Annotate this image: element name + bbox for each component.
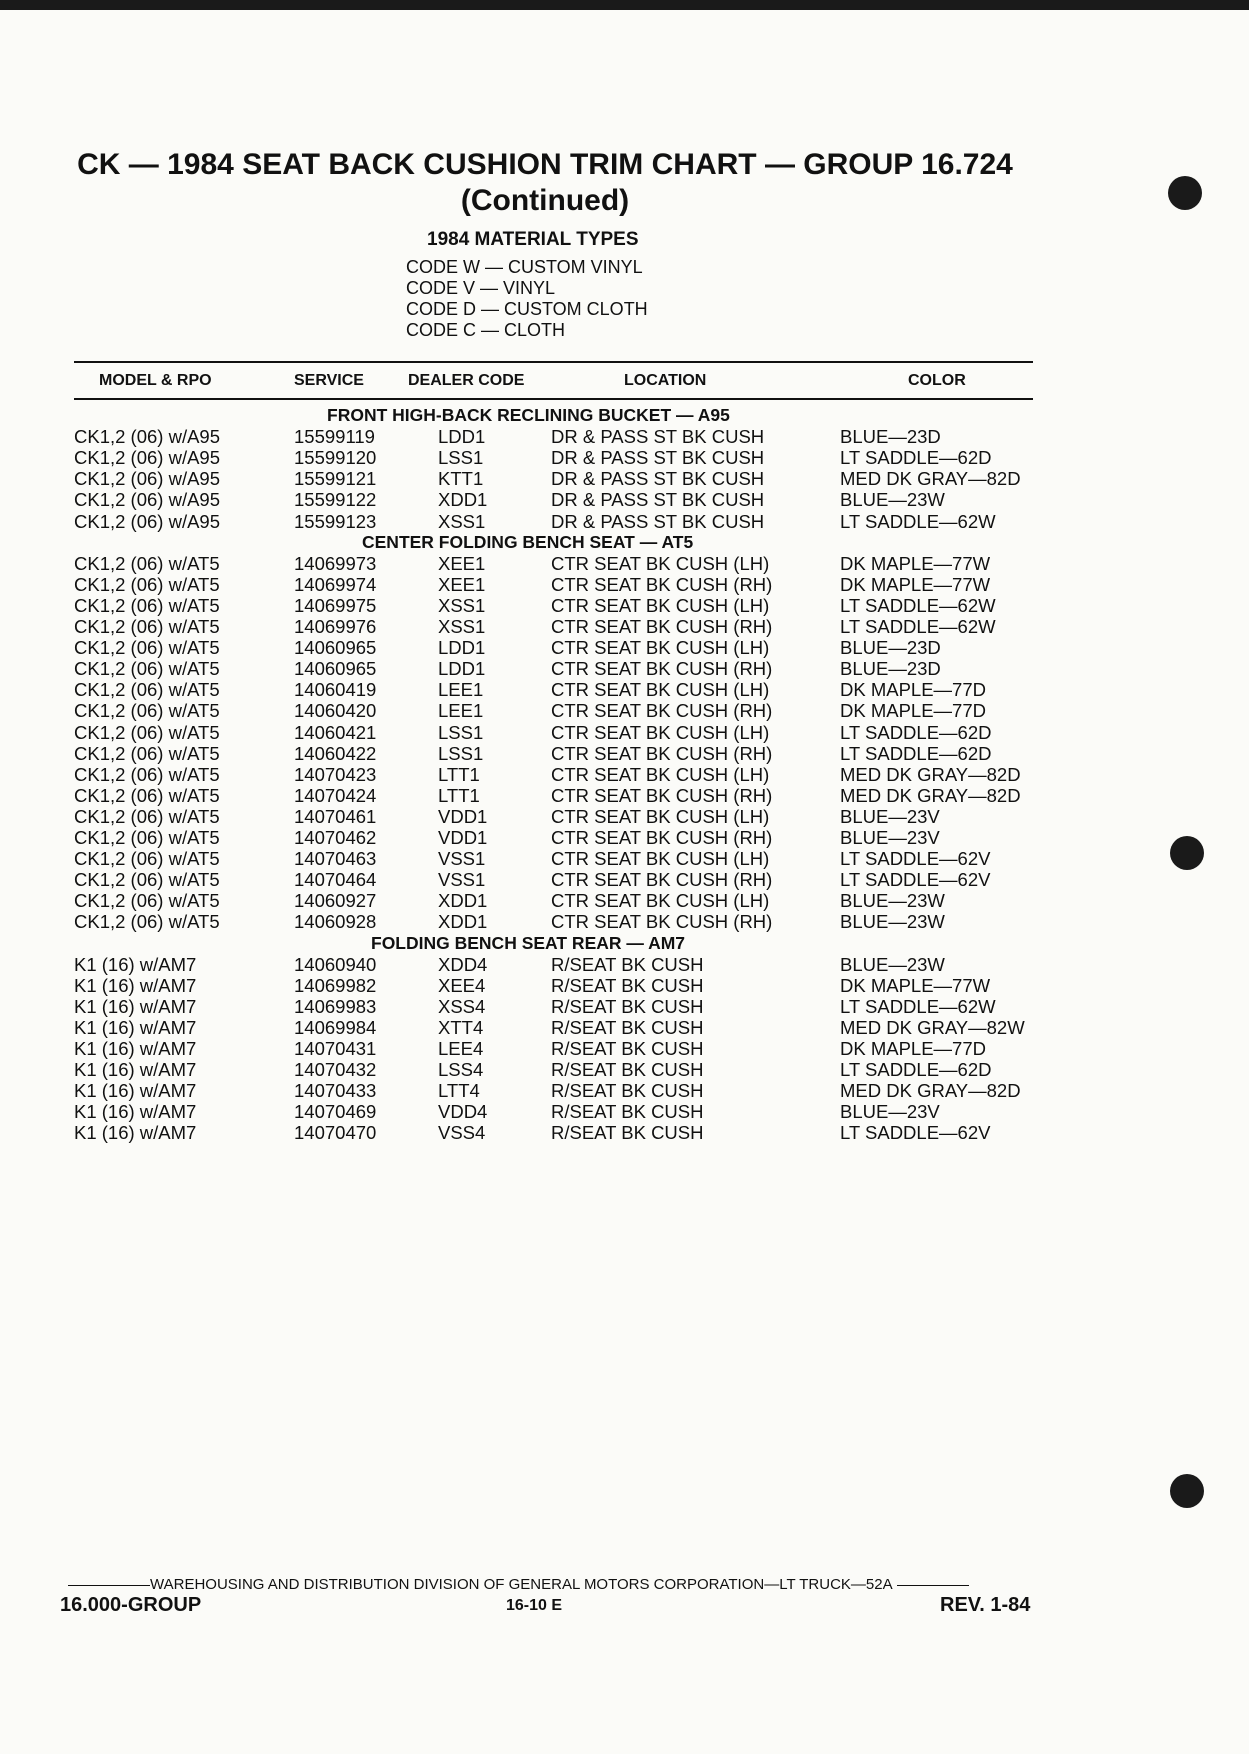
row-service-number: 14070424	[294, 784, 377, 806]
row-color: BLUE—23W	[840, 489, 945, 511]
row-location: CTR SEAT BK CUSH (RH)	[551, 784, 773, 806]
row-color: LT SADDLE—62D	[840, 1059, 992, 1081]
row-location: CTR SEAT BK CUSH (RH)	[551, 911, 773, 933]
row-dealer-code: XSS1	[438, 510, 486, 532]
row-dealer-code: LSS1	[438, 447, 484, 469]
column-header-service: SERVICE	[294, 372, 364, 389]
row-service-number: 14060421	[294, 721, 377, 743]
table-row	[0, 743, 1249, 764]
row-service-number: 14070462	[294, 827, 377, 848]
table-row	[0, 785, 1249, 806]
row-dealer-code: LDD1	[438, 637, 486, 659]
table-row	[0, 954, 1249, 975]
row-location: R/SEAT BK CUSH	[551, 995, 704, 1017]
table-row	[0, 553, 1249, 574]
row-dealer-code: VSS4	[438, 1122, 486, 1144]
row-location: R/SEAT BK CUSH	[551, 953, 704, 975]
row-dealer-code: XDD4	[438, 953, 488, 975]
column-header-model: MODEL & RPO	[99, 372, 212, 389]
row-color: LT SADDLE—62V	[840, 869, 991, 891]
footer-division-line	[68, 1576, 1038, 1593]
row-location: CTR SEAT BK CUSH (LH)	[551, 805, 770, 827]
row-service-number: 14060927	[294, 890, 377, 912]
row-location: CTR SEAT BK CUSH (LH)	[551, 848, 770, 870]
row-location: DR & PASS ST BK CUSH	[551, 510, 765, 532]
row-color: LT SADDLE—62W	[840, 995, 996, 1017]
row-color: MED DK GRAY—82W	[840, 1016, 1025, 1038]
row-location: CTR SEAT BK CUSH (LH)	[551, 763, 770, 785]
footer-rule	[897, 1585, 969, 1586]
material-code: CODE W — CUSTOM VINYL	[406, 257, 643, 277]
row-service-number: 15599119	[294, 426, 375, 448]
row-service-number: 14069973	[294, 552, 377, 574]
material-code: CODE D — CUSTOM CLOTH	[406, 299, 648, 319]
row-service-number: 14070433	[294, 1080, 377, 1102]
row-dealer-code: XEE1	[438, 573, 486, 595]
table-row	[0, 511, 1249, 532]
row-dealer-code: XSS4	[438, 995, 486, 1017]
row-location: R/SEAT BK CUSH	[551, 974, 704, 996]
row-service-number: 14070461	[294, 805, 377, 827]
row-service-number: 14069984	[294, 1016, 377, 1038]
punch-hole	[1168, 176, 1202, 210]
row-color: DK MAPLE—77D	[840, 679, 986, 701]
row-model: CK1,2 (06) w/AT5	[74, 700, 220, 722]
row-model: K1 (16) w/AM7	[74, 974, 197, 996]
row-color: BLUE—23V	[840, 827, 940, 848]
top-edge-bar	[0, 0, 1249, 10]
table-row	[0, 996, 1249, 1017]
row-location: DR & PASS ST BK CUSH	[551, 489, 765, 511]
row-model: CK1,2 (06) w/AT5	[74, 594, 220, 616]
row-color: LT SADDLE—62D	[840, 447, 992, 469]
row-service-number: 14070463	[294, 848, 377, 870]
row-service-number: 14070431	[294, 1038, 377, 1059]
row-model: CK1,2 (06) w/A95	[74, 468, 221, 490]
row-location: CTR SEAT BK CUSH (RH)	[551, 573, 773, 595]
row-service-number: 15599121	[294, 468, 377, 490]
row-location: DR & PASS ST BK CUSH	[551, 468, 765, 490]
table-row	[0, 1080, 1249, 1101]
row-location: CTR SEAT BK CUSH (RH)	[551, 658, 773, 680]
row-color: DK MAPLE—77W	[840, 974, 991, 996]
table-row	[0, 574, 1249, 595]
row-color: MED DK GRAY—82D	[840, 784, 1021, 806]
row-dealer-code: LSS4	[438, 1059, 484, 1081]
material-code: CODE V — VINYL	[406, 278, 556, 298]
row-model: CK1,2 (06) w/AT5	[74, 763, 220, 785]
row-service-number: 14060965	[294, 658, 377, 680]
footer-page-number: 16-10 E	[506, 1597, 563, 1614]
row-service-number: 14070469	[294, 1101, 377, 1123]
row-service-number: 14070464	[294, 869, 377, 891]
row-model: CK1,2 (06) w/AT5	[74, 679, 220, 701]
row-location: DR & PASS ST BK CUSH	[551, 426, 765, 448]
row-dealer-code: LEE1	[438, 679, 484, 701]
table-row	[0, 1017, 1249, 1038]
row-location: R/SEAT BK CUSH	[551, 1038, 704, 1059]
row-service-number: 15599123	[294, 510, 377, 532]
row-model: CK1,2 (06) w/A95	[74, 426, 221, 448]
row-color: LT SADDLE—62V	[840, 848, 991, 870]
table-row	[0, 827, 1249, 848]
row-dealer-code: LSS1	[438, 721, 484, 743]
table-row	[0, 637, 1249, 658]
row-location: R/SEAT BK CUSH	[551, 1101, 704, 1123]
row-color: LT SADDLE—62D	[840, 742, 992, 764]
row-model: CK1,2 (06) w/AT5	[74, 911, 220, 933]
row-service-number: 14069975	[294, 594, 377, 616]
row-location: CTR SEAT BK CUSH (LH)	[551, 552, 770, 574]
row-dealer-code: XDD1	[438, 890, 488, 912]
row-service-number: 14070470	[294, 1122, 377, 1144]
punch-hole	[1170, 1474, 1204, 1508]
row-service-number: 14060965	[294, 637, 377, 659]
column-header-dealer-code: DEALER CODE	[408, 372, 525, 389]
table-row	[0, 595, 1249, 616]
row-color: LT SADDLE—62D	[840, 721, 992, 743]
table-row	[0, 975, 1249, 996]
page-title: CK — 1984 SEAT BACK CUSHION TRIM CHART — GROUP 16.724	[77, 148, 1013, 181]
footer-rule	[68, 1585, 150, 1586]
row-dealer-code: XSS1	[438, 616, 486, 637]
row-model: CK1,2 (06) w/AT5	[74, 890, 220, 912]
row-color: DK MAPLE—77D	[840, 1038, 986, 1059]
row-color: DK MAPLE—77W	[840, 552, 991, 574]
row-model: CK1,2 (06) w/AT5	[74, 827, 220, 848]
row-model: K1 (16) w/AM7	[74, 1038, 197, 1059]
row-color: BLUE—23W	[840, 911, 945, 933]
row-location: CTR SEAT BK CUSH (RH)	[551, 827, 773, 848]
row-service-number: 14069983	[294, 995, 377, 1017]
table-row	[0, 489, 1249, 510]
row-color: BLUE—23D	[840, 637, 941, 659]
row-dealer-code: LTT1	[438, 763, 480, 785]
row-model: K1 (16) w/AM7	[74, 995, 197, 1017]
row-color: MED DK GRAY—82D	[840, 763, 1021, 785]
row-location: CTR SEAT BK CUSH (RH)	[551, 869, 773, 891]
table-row	[0, 616, 1249, 637]
row-color: BLUE—23V	[840, 1101, 940, 1123]
row-service-number: 14060419	[294, 679, 377, 701]
row-color: BLUE—23D	[840, 426, 941, 448]
table-row	[0, 658, 1249, 679]
table-row	[0, 468, 1249, 489]
table-row	[0, 848, 1249, 869]
row-dealer-code: LTT4	[438, 1080, 480, 1102]
row-color: BLUE—23W	[840, 890, 945, 912]
row-model: K1 (16) w/AM7	[74, 1101, 197, 1123]
row-model: K1 (16) w/AM7	[74, 1122, 197, 1144]
row-dealer-code: LTT1	[438, 784, 480, 806]
table-row	[0, 1122, 1249, 1143]
row-dealer-code: XDD1	[438, 911, 488, 933]
row-service-number: 14060940	[294, 953, 377, 975]
row-dealer-code: LDD1	[438, 658, 486, 680]
row-model: CK1,2 (06) w/AT5	[74, 805, 220, 827]
row-color: BLUE—23D	[840, 658, 941, 680]
row-location: DR & PASS ST BK CUSH	[551, 447, 765, 469]
row-color: MED DK GRAY—82D	[840, 468, 1021, 490]
section-heading-text: CENTER FOLDING BENCH SEAT — AT5	[362, 531, 694, 552]
row-location: R/SEAT BK CUSH	[551, 1080, 704, 1102]
row-service-number: 14060420	[294, 700, 377, 722]
row-dealer-code: VDD1	[438, 805, 488, 827]
section-heading-text: FRONT HIGH-BACK RECLINING BUCKET — A95	[327, 405, 730, 425]
table-row	[0, 1101, 1249, 1122]
row-location: CTR SEAT BK CUSH (LH)	[551, 721, 770, 743]
row-model: CK1,2 (06) w/A95	[74, 489, 221, 511]
row-model: CK1,2 (06) w/AT5	[74, 637, 220, 659]
row-color: DK MAPLE—77W	[840, 573, 991, 595]
row-location: CTR SEAT BK CUSH (RH)	[551, 616, 773, 637]
row-location: CTR SEAT BK CUSH (RH)	[551, 700, 773, 722]
row-service-number: 14070432	[294, 1059, 377, 1081]
row-dealer-code: VDD4	[438, 1101, 488, 1123]
row-model: CK1,2 (06) w/AT5	[74, 552, 220, 574]
row-model: CK1,2 (06) w/AT5	[74, 848, 220, 870]
footer-division: WAREHOUSING AND DISTRIBUTION DIVISION OF GENERAL MOTORS CORPORATION—LT TRUCK—52A	[150, 1576, 893, 1593]
footer-group: 16.000-GROUP	[60, 1594, 202, 1616]
table-row	[0, 764, 1249, 785]
table-row	[0, 722, 1249, 743]
row-dealer-code: VSS1	[438, 848, 486, 870]
row-service-number: 14070423	[294, 763, 377, 785]
row-dealer-code: LEE1	[438, 700, 484, 722]
row-color: MED DK GRAY—82D	[840, 1080, 1021, 1102]
row-location: R/SEAT BK CUSH	[551, 1122, 704, 1144]
row-color: LT SADDLE—62W	[840, 510, 996, 532]
row-service-number: 14069982	[294, 974, 377, 996]
row-dealer-code: XEE1	[438, 552, 486, 574]
row-dealer-code: XEE4	[438, 974, 486, 996]
table-row	[0, 1059, 1249, 1080]
row-model: K1 (16) w/AM7	[74, 953, 197, 975]
row-dealer-code: XSS1	[438, 594, 486, 616]
row-model: CK1,2 (06) w/AT5	[74, 721, 220, 743]
row-model: K1 (16) w/AM7	[74, 1016, 197, 1038]
row-location: CTR SEAT BK CUSH (LH)	[551, 679, 770, 701]
row-dealer-code: XTT4	[438, 1016, 484, 1038]
table-row	[0, 426, 1249, 447]
row-service-number: 14060422	[294, 742, 377, 764]
row-dealer-code: VDD1	[438, 827, 488, 848]
row-dealer-code: LEE4	[438, 1038, 484, 1059]
row-service-number: 14069976	[294, 616, 377, 637]
row-model: CK1,2 (06) w/A95	[74, 510, 221, 532]
row-service-number: 14069974	[294, 573, 377, 595]
page-subtitle: (Continued)	[460, 184, 630, 217]
material-code: CODE C — CLOTH	[406, 320, 566, 340]
row-location: R/SEAT BK CUSH	[551, 1059, 704, 1081]
footer-revision: REV. 1-84	[940, 1594, 1031, 1616]
row-service-number: 14060928	[294, 911, 377, 933]
material-types-heading: 1984 MATERIAL TYPES	[427, 229, 639, 250]
row-color: BLUE—23W	[840, 953, 945, 975]
table-header-rule	[74, 398, 1033, 400]
table-row	[0, 447, 1249, 468]
row-model: K1 (16) w/AM7	[74, 1080, 197, 1102]
row-color: LT SADDLE—62W	[840, 616, 996, 637]
table-top-rule	[74, 361, 1033, 363]
row-dealer-code: XDD1	[438, 489, 488, 511]
row-model: CK1,2 (06) w/AT5	[74, 869, 220, 891]
row-model: CK1,2 (06) w/AT5	[74, 616, 220, 637]
table-row	[0, 890, 1249, 911]
table-row	[0, 679, 1249, 700]
row-service-number: 15599120	[294, 447, 377, 469]
row-color: LT SADDLE—62W	[840, 594, 996, 616]
table-row	[0, 911, 1249, 932]
row-color: DK MAPLE—77D	[840, 700, 986, 722]
section-heading-text: FOLDING BENCH SEAT REAR — AM7	[371, 932, 686, 953]
row-location: CTR SEAT BK CUSH (RH)	[551, 742, 773, 764]
row-location: R/SEAT BK CUSH	[551, 1016, 704, 1038]
column-header-location: LOCATION	[624, 372, 707, 389]
row-model: CK1,2 (06) w/A95	[74, 447, 221, 469]
row-service-number: 15599122	[294, 489, 377, 511]
row-color: BLUE—23V	[840, 805, 940, 827]
column-header-color: COLOR	[908, 372, 966, 389]
table-row	[0, 700, 1249, 721]
row-dealer-code: KTT1	[438, 468, 484, 490]
row-dealer-code: LDD1	[438, 426, 486, 448]
table-row	[0, 806, 1249, 827]
row-model: CK1,2 (06) w/AT5	[74, 658, 220, 680]
row-model: CK1,2 (06) w/AT5	[74, 784, 220, 806]
row-dealer-code: LSS1	[438, 742, 484, 764]
row-location: CTR SEAT BK CUSH (LH)	[551, 890, 770, 912]
row-model: CK1,2 (06) w/AT5	[74, 573, 220, 595]
table-row	[0, 869, 1249, 890]
row-color: LT SADDLE—62V	[840, 1122, 991, 1144]
row-model: CK1,2 (06) w/AT5	[74, 742, 220, 764]
row-dealer-code: VSS1	[438, 869, 486, 891]
row-model: K1 (16) w/AM7	[74, 1059, 197, 1081]
row-location: CTR SEAT BK CUSH (LH)	[551, 594, 770, 616]
row-location: CTR SEAT BK CUSH (LH)	[551, 637, 770, 659]
table-row	[0, 1038, 1249, 1059]
